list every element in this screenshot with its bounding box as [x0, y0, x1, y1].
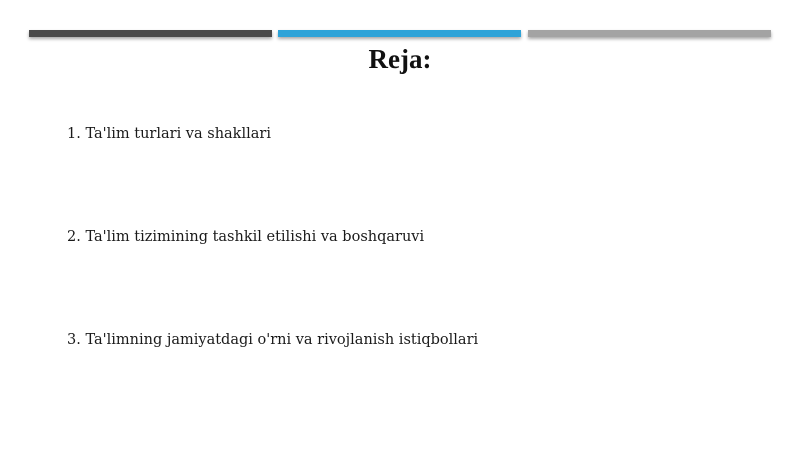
plan-item-3: 3. Ta'limning jamiyatdagi o'rni va rivojlanish istiqbollari	[67, 332, 479, 348]
slide-title: Reja:	[368, 44, 432, 74]
accent-bar-blue	[278, 30, 521, 37]
accent-bar-dark	[29, 30, 272, 37]
accent-bars	[0, 30, 800, 38]
plan-item-2: 2. Ta'lim tizimining tashkil etilishi va boshqaruvi	[67, 229, 425, 245]
accent-bar-gray	[528, 30, 771, 37]
plan-item-1: 1. Ta'lim turlari va shakllari	[67, 126, 271, 142]
